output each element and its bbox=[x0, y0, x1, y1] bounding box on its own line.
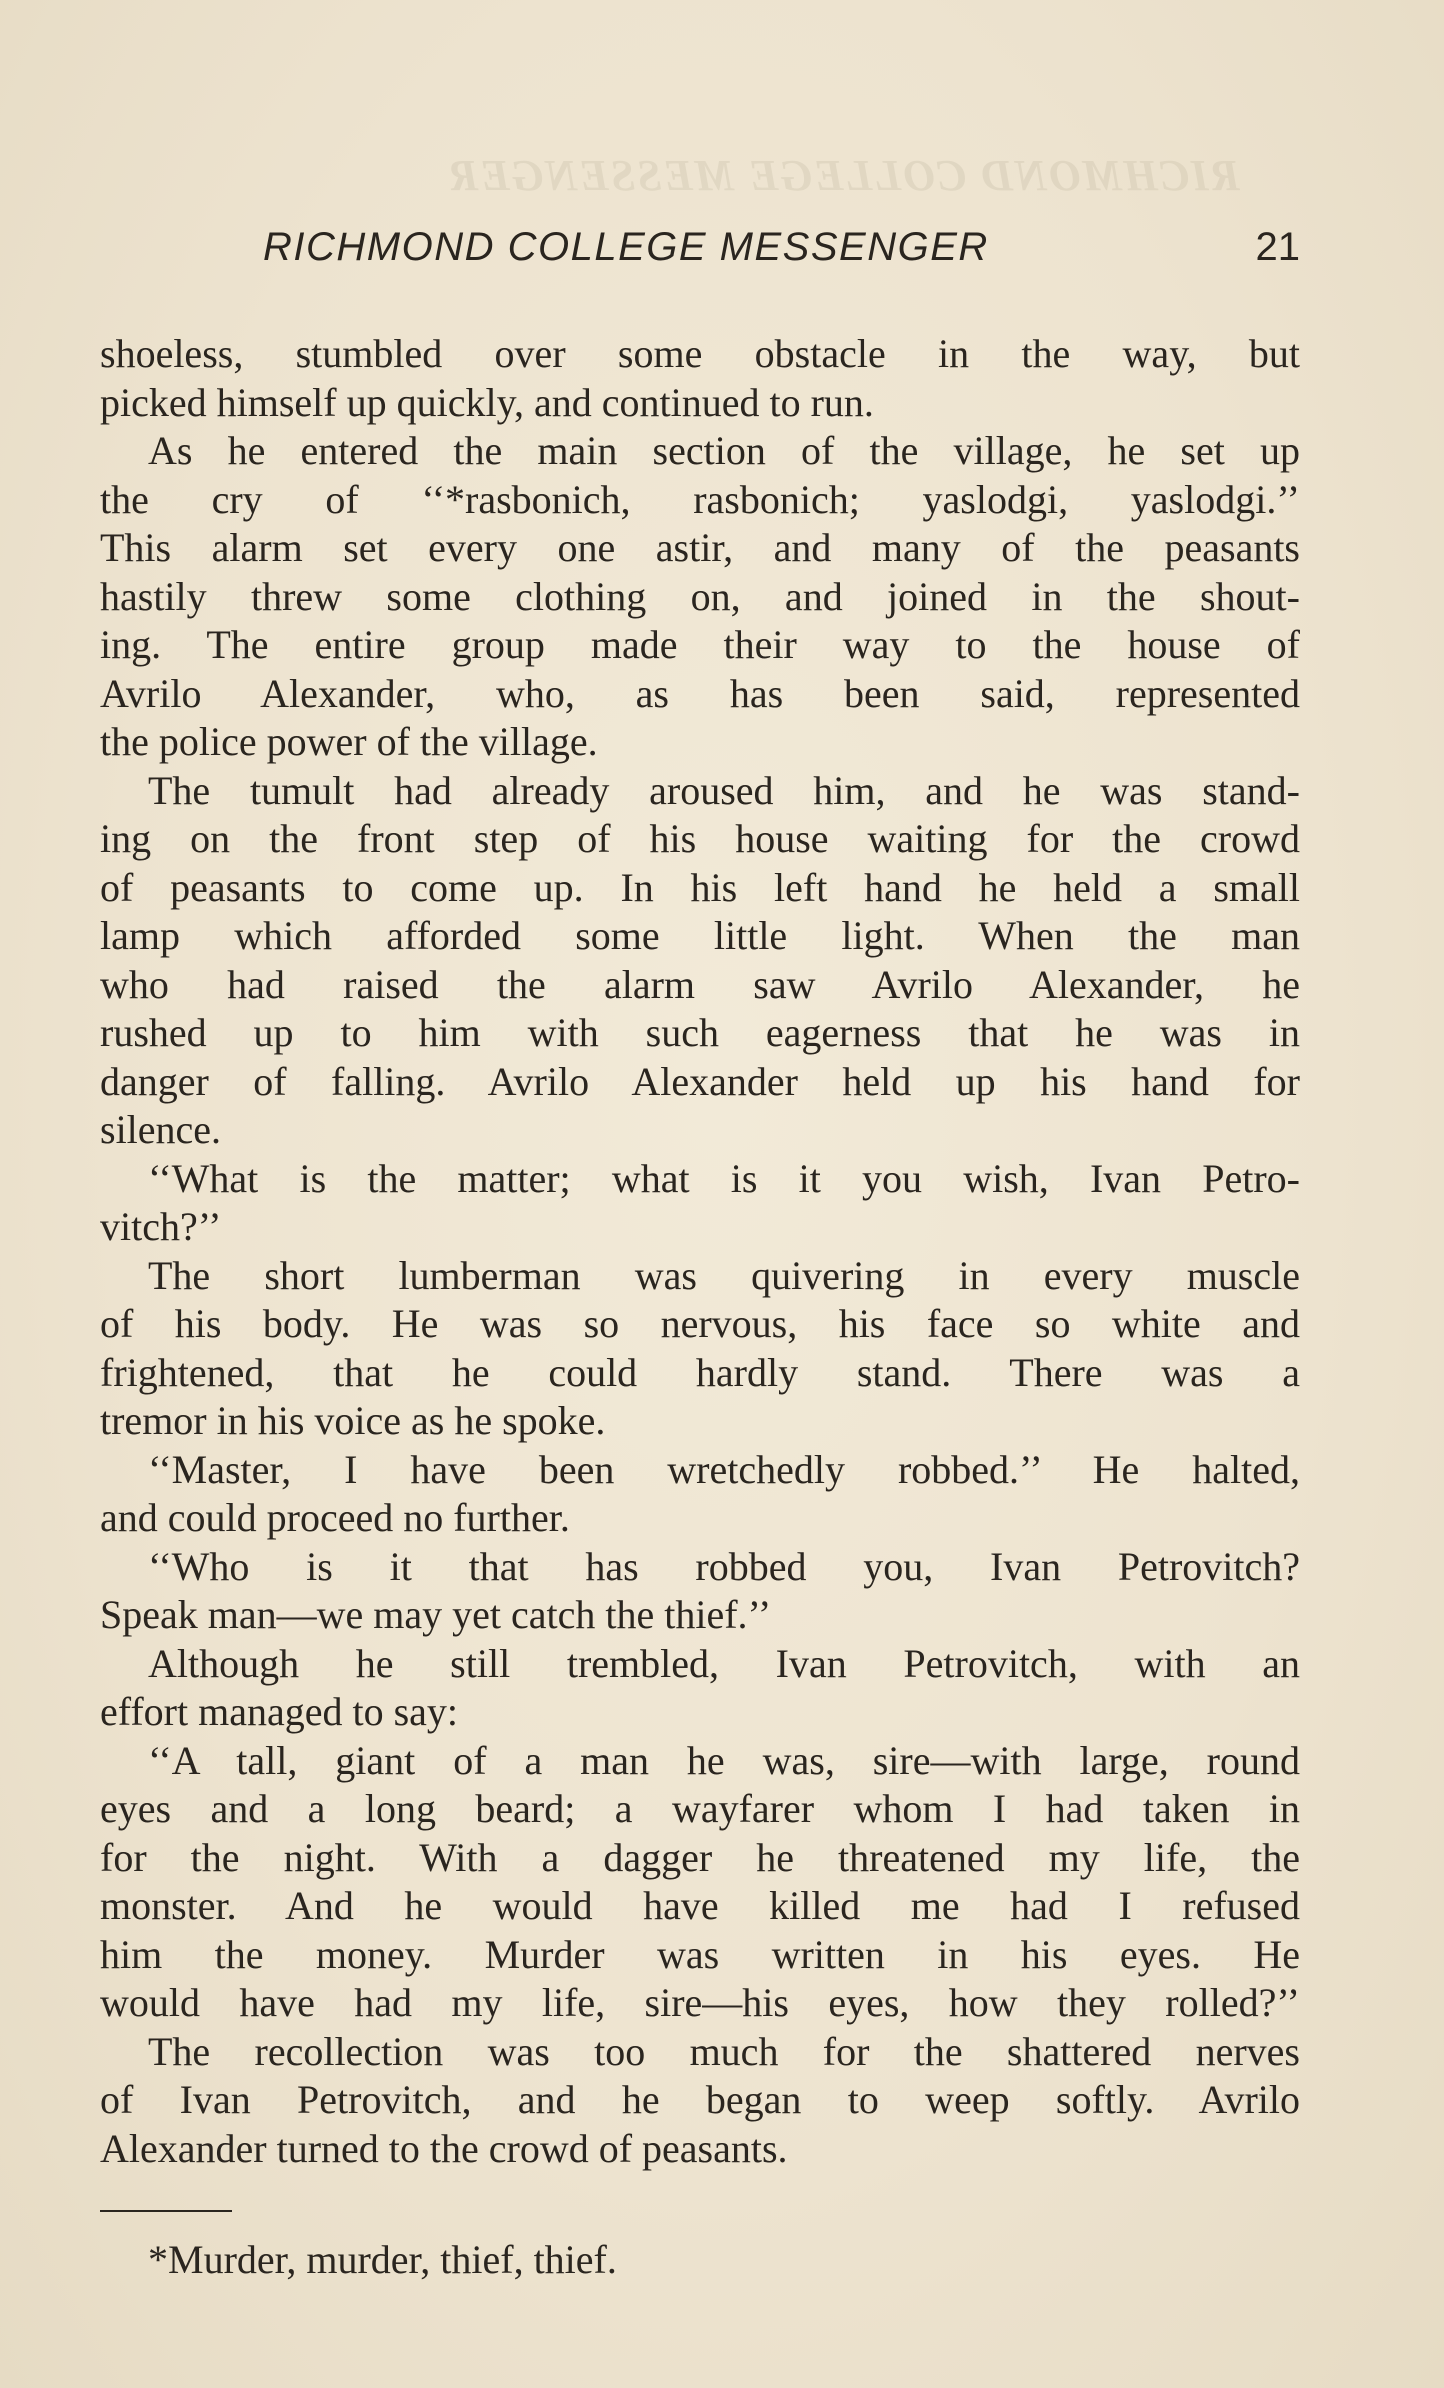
text-line: silence. bbox=[100, 1107, 222, 1152]
text-line: The tumult had already aroused him, and he was stand- bbox=[148, 767, 1300, 813]
text-line: eyes and a long beard; a wayfarer whom I had taken in bbox=[100, 1786, 1300, 1831]
page-number: 21 bbox=[1255, 225, 1300, 269]
text-line: lamp which afforded some little light. When the man bbox=[100, 913, 1300, 958]
text-line: Avrilo Alexander, who, as has been said, represented bbox=[100, 670, 1300, 716]
text-line: the police power of the village. bbox=[100, 719, 598, 764]
text-line: shoeless, stumbled over some obstacle in the way, but bbox=[100, 331, 1300, 376]
text-line: him the money. Murder was written in his eyes. He bbox=[100, 1931, 1300, 1977]
text-line: The recollection was too much for the shattered nerves bbox=[148, 2028, 1300, 2074]
text-line: ‘‘What is the matter; what is it you wish, Ivan Petro- bbox=[148, 1155, 1300, 1201]
text-line: The short lumberman was quivering in every muscle bbox=[148, 1252, 1300, 1298]
text-line: for the night. With a dagger he threatened my life, the bbox=[100, 1834, 1300, 1880]
text-line: of Ivan Petrovitch, and he began to weep softly. Avrilo bbox=[100, 2077, 1300, 2122]
text-line: ing on the front step of his house waiting for the crowd bbox=[100, 816, 1300, 861]
text-line: the cry of ‘‘*rasbonich, rasbonich; yaslodgi, yaslodgi.’’ bbox=[100, 476, 1300, 522]
text-line: Speak man—we may yet catch the thief.’’ bbox=[100, 1592, 772, 1637]
text-line: rushed up to him with such eagerness that he was in bbox=[100, 1010, 1300, 1055]
text-line: of peasants to come up. In his left hand he held a small bbox=[100, 864, 1300, 910]
text-line: frightened, that he could hardly stand. There was a bbox=[100, 1349, 1300, 1395]
text-line: Alexander turned to the crowd of peasants. bbox=[100, 2125, 788, 2171]
text-line: ‘‘A tall, giant of a man he was, sire—with large, round bbox=[148, 1737, 1300, 1783]
text-line: tremor in his voice as he spoke. bbox=[100, 1398, 606, 1443]
text-line: As he entered the main section of the village, he set up bbox=[148, 428, 1300, 473]
text-line: monster. And he would have killed me had I refused bbox=[100, 1883, 1300, 1928]
text-line: who had raised the alarm saw Avrilo Alexander, he bbox=[100, 961, 1300, 1007]
text-line: picked himself up quickly, and continued to run. bbox=[100, 379, 874, 425]
footnote-rule bbox=[100, 2210, 232, 2212]
show-through-text: RICHMOND COLLEGE MESSENGER bbox=[447, 151, 1240, 200]
page-header bbox=[100, 225, 1300, 285]
text-line: danger of falling. Avrilo Alexander held up his hand for bbox=[100, 1058, 1300, 1104]
text-line: Although he still trembled, Ivan Petrovitch, with an bbox=[148, 1640, 1300, 1686]
text-line: would have had my life, sire—his eyes, how they rolled?’’ bbox=[100, 1980, 1300, 2025]
text-line: ‘‘Who is it that has robbed you, Ivan Petrovitch? bbox=[148, 1543, 1300, 1589]
footnote: *Murder, murder, thief, thief. bbox=[148, 2237, 617, 2282]
text-line: effort managed to say: bbox=[100, 1689, 459, 1734]
body-text bbox=[100, 330, 1300, 2173]
text-line: of his body. He was so nervous, his face so white and bbox=[100, 1301, 1300, 1346]
text-line: This alarm set every one astir, and many of the peasants bbox=[100, 525, 1300, 570]
text-line: ing. The entire group made their way to the house of bbox=[100, 622, 1300, 667]
text-line: ‘‘Master, I have been wretchedly robbed.’’ He halted, bbox=[148, 1446, 1300, 1492]
text-line: and could proceed no further. bbox=[100, 1495, 570, 1540]
running-title: RICHMOND COLLEGE MESSENGER bbox=[263, 225, 989, 269]
text-line: hastily threw some clothing on, and joined in the shout- bbox=[100, 573, 1300, 619]
text-line: vitch?’’ bbox=[100, 1204, 222, 1249]
